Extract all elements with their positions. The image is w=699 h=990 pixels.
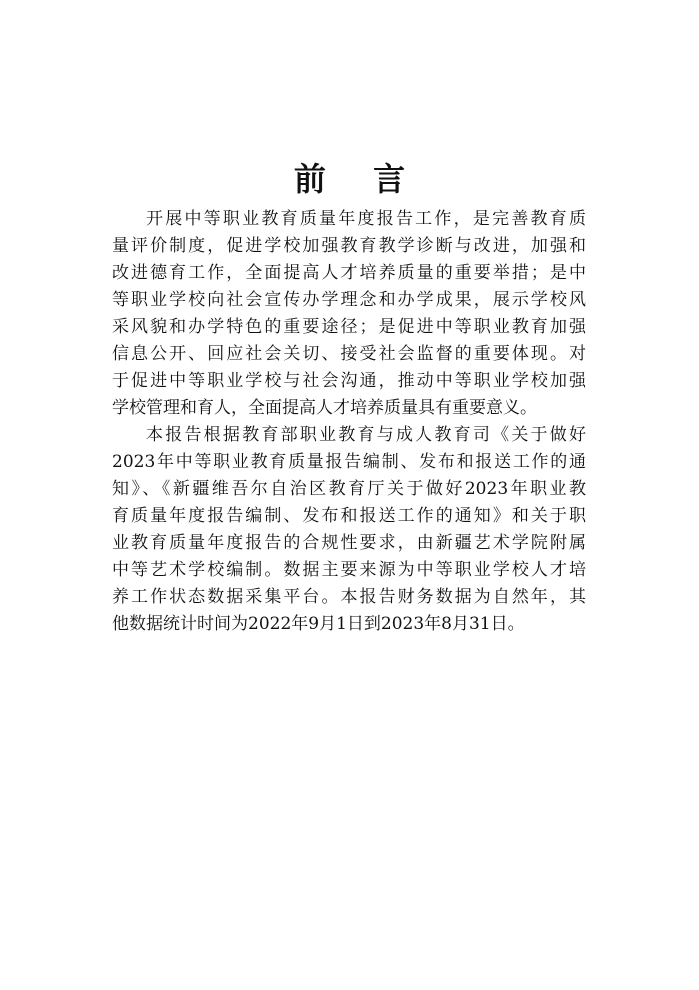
text-line: 中等艺术学校编制。数据主要来源为中等职业学校人才培 [112,560,586,580]
text-line: 改进德育工作，全面提高人才培养质量的重要举措；是中 [112,263,586,283]
text-line: 育质量年度报告编制、发布和报送工作的通知》和关于职 [112,506,586,526]
text-line: 业教育质量年度报告的合规性要求，由新疆艺术学院附属 [112,533,586,553]
text-line: 2023年中等职业教育质量报告编制、发布和报送工作的通 [112,452,586,472]
text-line: 于促进中等职业学校与社会沟通，推动中等职业学校加强 [112,371,586,391]
text-line: 他数据统计时间为2022年9月1日到2023年8月31日。 [112,614,525,634]
text-line: 量评价制度，促进学校加强教育教学诊断与改进，加强和 [112,236,586,256]
text-line: 开展中等职业教育质量年度报告工作，是完善教育质 [146,209,586,229]
text-line: 养工作状态数据采集平台。本报告财务数据为自然年，其 [112,587,586,607]
paragraph-1 [112,206,586,422]
text-line: 本报告根据教育部职业教育与成人教育司《关于做好 [146,425,586,445]
document-body [112,206,586,638]
page-title: 前 言 [293,160,424,198]
text-line: 学校管理和育人，全面提高人才培养质量具有重要意义。 [112,398,537,418]
text-line: 等职业学校向社会宣传办学理念和办学成果，展示学校风 [112,290,586,310]
text-line: 知》、《新疆维吾尔自治区教育厅关于做好2023年职业教 [112,479,586,499]
text-line: 采风貌和办学特色的重要途径；是促进中等职业教育加强 [112,317,586,337]
paragraph-2 [112,422,586,638]
text-line: 信息公开、回应社会关切、接受社会监督的重要体现。对 [112,344,586,364]
